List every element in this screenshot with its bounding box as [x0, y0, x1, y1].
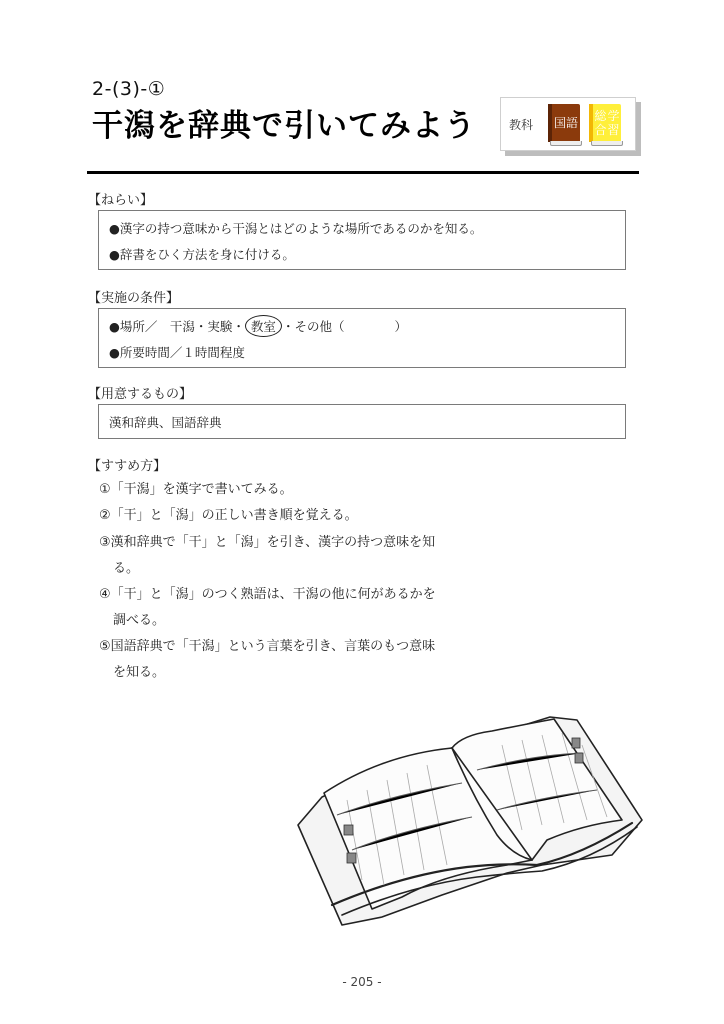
aims-heading: 【ねらい】 [88, 193, 154, 208]
materials-text: 漢和辞典、国語辞典 [109, 415, 222, 430]
subject-sogo-label: 総合 学習 [594, 109, 620, 137]
procedure-step-continued: を知る。 [113, 665, 166, 680]
subject-badge [500, 97, 636, 151]
procedure-step: ③漢和辞典で「干」と「潟」を引き、漢字の持つ意味を知 [99, 535, 436, 550]
header-divider [87, 171, 639, 174]
open-dictionary-illustration [292, 705, 644, 930]
page-number: - 205 - [342, 975, 382, 989]
conditions-box [98, 308, 626, 368]
procedure-step: ②「干」と「潟」の正しい書き順を覚える。 [99, 508, 358, 523]
procedure-step: ⑤国語辞典で「干潟」という言葉を引き、言葉のもつ意味 [99, 639, 436, 654]
procedure-step: ④「干」と「潟」のつく熟語は、干潟の他に何があるかを [99, 587, 436, 602]
procedure-heading: 【すすめ方】 [88, 459, 167, 474]
procedure-list [99, 478, 479, 678]
aims-box [98, 210, 626, 270]
procedure-step-continued: る。 [113, 561, 140, 576]
section-number: 2-(3)-① [92, 78, 166, 100]
page-title: 干潟を辞典で引いてみよう [92, 108, 476, 144]
conditions-heading: 【実施の条件】 [88, 291, 180, 306]
aim-item: ●辞書をひく方法を身に付ける。 [109, 247, 295, 262]
open-book-icon [292, 705, 644, 930]
subject-label: 教科 [509, 118, 534, 132]
materials-heading: 【用意するもの】 [88, 387, 193, 402]
subject-book-kokugo-icon [548, 104, 580, 142]
materials-box [98, 404, 626, 439]
condition-time: ●所要時間／１時間程度 [109, 345, 245, 360]
aim-item: ●漢字の持つ意味から干潟とはどのような場所であるのかを知る。 [109, 221, 483, 236]
subject-book-sogo-icon [589, 104, 621, 142]
procedure-step: ①「干潟」を漢字で書いてみる。 [99, 482, 293, 497]
selected-place-circle: 教室 [245, 315, 282, 337]
subject-kokugo-label: 国語 [553, 116, 578, 130]
condition-place: ●場所／ 干潟・実験・ 教室 ・その他（ ） [109, 317, 407, 335]
procedure-step-continued: 調べる。 [113, 613, 166, 628]
